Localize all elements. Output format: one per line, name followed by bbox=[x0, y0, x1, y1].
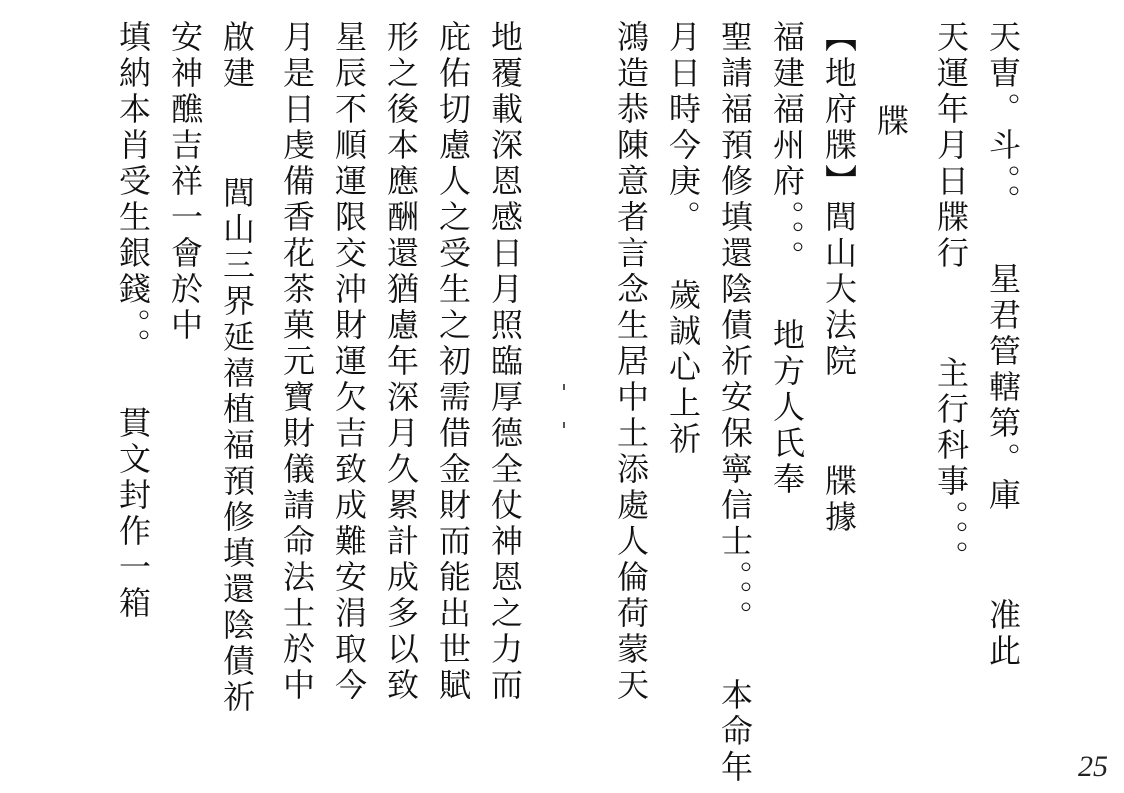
text-column-13: 月是日虔備香花茶菓元寶財儀請命法士於中 bbox=[278, 20, 316, 704]
text-column-2: 天運年月日牒行 主行科事。。。 bbox=[932, 20, 970, 576]
text-column-14: 啟建 閭山三界延禧植福預修填還陰債祈 bbox=[218, 20, 256, 716]
text-column-1: 天曺。斗。。 星君管轄第。庫 准此 bbox=[984, 20, 1022, 670]
text-column-3: 牒 bbox=[872, 20, 910, 140]
text-column-7: 月日時今庚。 歲誠心上祈 bbox=[664, 20, 702, 458]
text-column-11: 形之後本應酬還猶慮年深月久累計成多以致 bbox=[382, 20, 420, 704]
text-column-12: 星辰不順運限交沖財運欠吉致成難安涓取今 bbox=[330, 20, 368, 704]
scan-speck bbox=[563, 422, 565, 428]
text-column-16: 填納本肖受生銀錢。。 貫文封作一箱 bbox=[114, 20, 152, 622]
text-column-15: 安神醮吉祥一會於中 bbox=[166, 20, 204, 344]
text-column-6: 聖請福預修填還陰債祈安保寧信士。。。 本命年 bbox=[716, 20, 754, 786]
scan-speck bbox=[563, 384, 565, 390]
text-column-4: 【地府牒】閭山大法院 牒據 bbox=[820, 20, 858, 536]
page-number: 25 bbox=[1078, 750, 1108, 783]
text-column-5: 福建福州府。。。 地方人氏奉 bbox=[768, 20, 806, 498]
text-column-8: 鴻造恭陳意者言念生居中土添處人倫荷蒙天 bbox=[612, 20, 650, 704]
text-column-10: 庇佑切慮人之受生之初需借金財而能出世賦 bbox=[434, 20, 472, 704]
text-column-9: 地覆載深恩感日月照臨厚德全仗神恩之力而 bbox=[486, 20, 524, 704]
